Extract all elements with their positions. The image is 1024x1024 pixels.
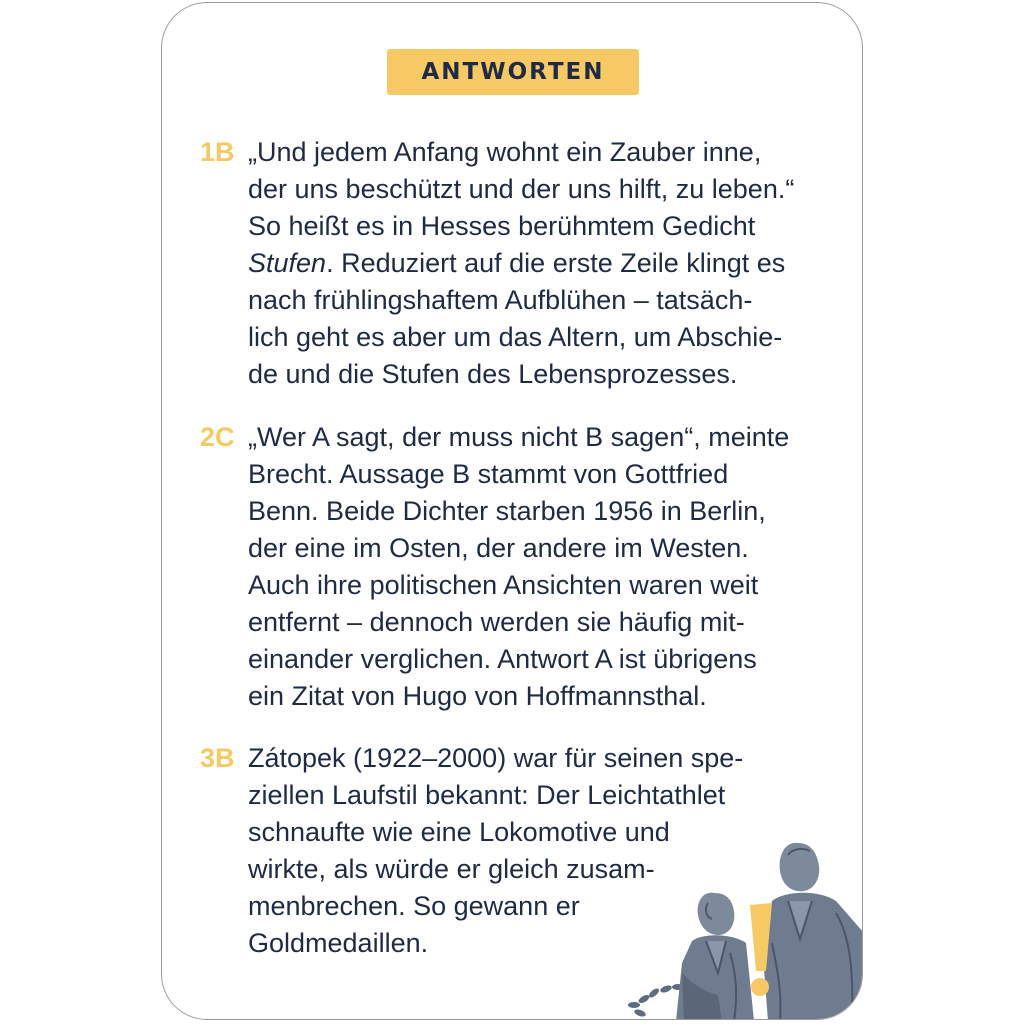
answer-line: menbrechen. So gewann er <box>248 891 580 921</box>
answer-line-with-title <box>248 245 848 282</box>
answer-line: nach frühlingshaftem Aufblühen – tatsäch- <box>248 285 753 315</box>
statue-icon <box>622 823 863 1020</box>
answer-line: Benn. Beide Dichter starben 1956 in Berlin, <box>248 496 766 526</box>
header-badge <box>387 49 639 95</box>
answer-line: ziellen Laufstil bekannt: Der Leichtathlet <box>248 780 726 810</box>
answer-line-rest: . Reduziert auf die erste Zeile klingt es <box>326 248 786 278</box>
answer-text <box>248 134 848 393</box>
answer-line: der eine im Osten, der andere im Westen. <box>248 533 749 563</box>
answer-line: ein Zitat von Hugo von Hoffmannsthal. <box>248 681 707 711</box>
answer-line: de und die Stufen des Lebensprozesses. <box>248 359 738 389</box>
answer-line: einander verglichen. Antwort A ist übrigens <box>248 644 757 674</box>
answer-line: lich geht es aber um das Altern, um Abschie- <box>248 322 783 352</box>
laurel-wreath-icon <box>628 984 684 1018</box>
answer-text <box>248 419 848 715</box>
answer-line: der uns beschützt und der uns hilft, zu leben.“ <box>248 174 795 204</box>
answer-line: Goldmedaillen. <box>248 928 429 958</box>
answer-number: 3B <box>200 743 235 773</box>
header-title: ANTWORTEN <box>421 59 605 85</box>
poem-title: Stufen <box>248 248 327 278</box>
answer-line: So heißt es in Hesses berühmtem Gedicht <box>248 211 756 241</box>
answer-line: schnaufte wie eine Lokomotive und <box>248 817 670 847</box>
answer-line: entfernt – dennoch werden sie häufig mit- <box>248 607 745 637</box>
answer-line: Zátopek (1922–2000) war für seinen spe- <box>248 743 744 773</box>
answer-number: 2C <box>200 422 235 452</box>
answer-line: Brecht. Aussage B stammt von Gottfried <box>248 459 729 489</box>
answer-line: „Wer A sagt, der muss nicht B sagen“, meinte <box>248 422 790 452</box>
goethe-figure <box>676 893 754 1020</box>
answer-number: 1B <box>200 137 235 167</box>
answer-card <box>161 2 863 1020</box>
answer-line: „Und jedem Anfang wohnt ein Zauber inne, <box>248 137 762 167</box>
answer-line: wirkte, als würde er gleich zusam- <box>248 854 655 884</box>
answer-line: Auch ihre politischen Ansichten waren weit <box>248 570 759 600</box>
schiller-figure <box>762 843 863 1020</box>
